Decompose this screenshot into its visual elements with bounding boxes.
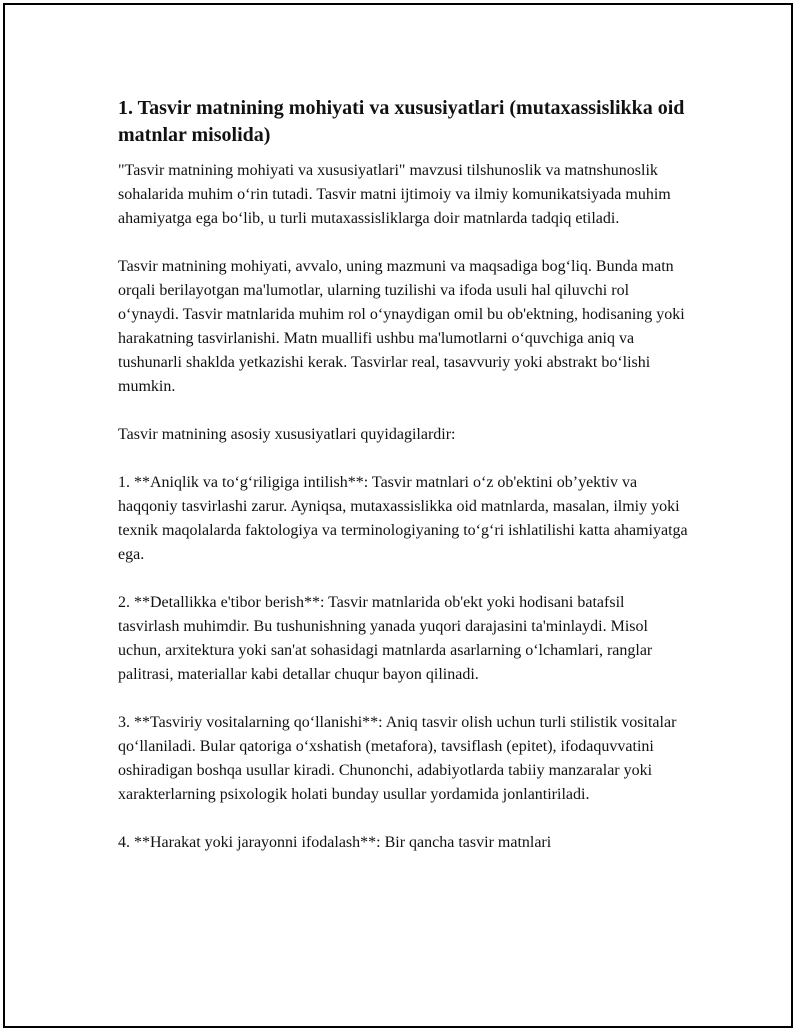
paragraph-essence: Tasvir matnining mohiyati, avvalo, uning mazmuni va maqsadiga bog‘liq. Bunda matn orqali berilayotgan ma'lumotlar, ularning tuzilishi va ifoda usuli hal qiluvchi rol o‘ynaydi. Tasvir matnlarida muhim rol o‘ynaydigan omil bu ob'ektning, hodisaning yoki harakatning tasvirlanishi. Matn muallifi ushbu ma'lumotlarni o‘quvchiga aniq va tushunarli shaklda yetkazishi kerak. Tasvirlar real, tasavvuriy yoki abstrakt bo‘lishi mumkin. [118, 258, 685, 395]
document-body [118, 95, 688, 879]
list-item-2: 2. **Detallikka e'tibor berish**: Tasvir matnlarida ob'ekt yoki hodisani batafsil tasvirlash muhimdir. Bu tushunishning yanada yuqori darajasini ta'minlaydi. Misol uchun, arxitektura yoki san'at sohasidagi matnlarda asarlarning o‘lchamlari, ranglar palitrasi, materiallar kabi detallar chuqur bayon qilinadi. [118, 594, 653, 683]
list-item-4: 4. **Harakat yoki jarayonni ifodalash**: Bir qancha tasvir matnlari [118, 834, 552, 851]
list-item-3: 3. **Tasviriy vositalarning qo‘llanishi**: Aniq tasvir olish uchun turli stilistik vositalar qo‘llaniladi. Bular qatoriga o‘xshatish (metafora), tavsiflash (epitet), ifodaquvvatini oshiradigan boshqa usullar kiradi. Chunonchi, adabiyotlarda tabiiy manzaralar yoki xarakterlarning psixologik holati bunday usullar yordamida jonlantiriladi. [118, 714, 677, 803]
document-title: 1. Tasvir matnining mohiyati va xususiyatlari (mutaxassislikka oid matnlar misolida) [118, 97, 685, 146]
paragraph-features-lead: Tasvir matnining asosiy xususiyatlari quyidagilardir: [118, 426, 456, 443]
paragraph-intro: "Tasvir matnining mohiyati va xususiyatlari" mavzusi tilshunoslik va matnshunoslik sohalarida muhim o‘rin tutadi. Tasvir matni ijtimoiy va ilmiy komunikatsiyada muhim ahamiyatga ega bo‘lib, u turli mutaxassisliklarga doir matnlarda tadqiq etiladi. [118, 162, 671, 227]
list-item-1: 1. **Aniqlik va to‘g‘riligiga intilish**: Tasvir matnlari o‘z ob'ektini ob’yektiv va haqqoniy tasvirlashi zarur. Ayniqsa, mutaxassislikka oid matnlarda, masalan, ilmiy yoki texnik maqolalarda faktologiya va terminologiyaning to‘g‘ri ishlatilishi katta ahamiyatga ega. [118, 474, 688, 563]
